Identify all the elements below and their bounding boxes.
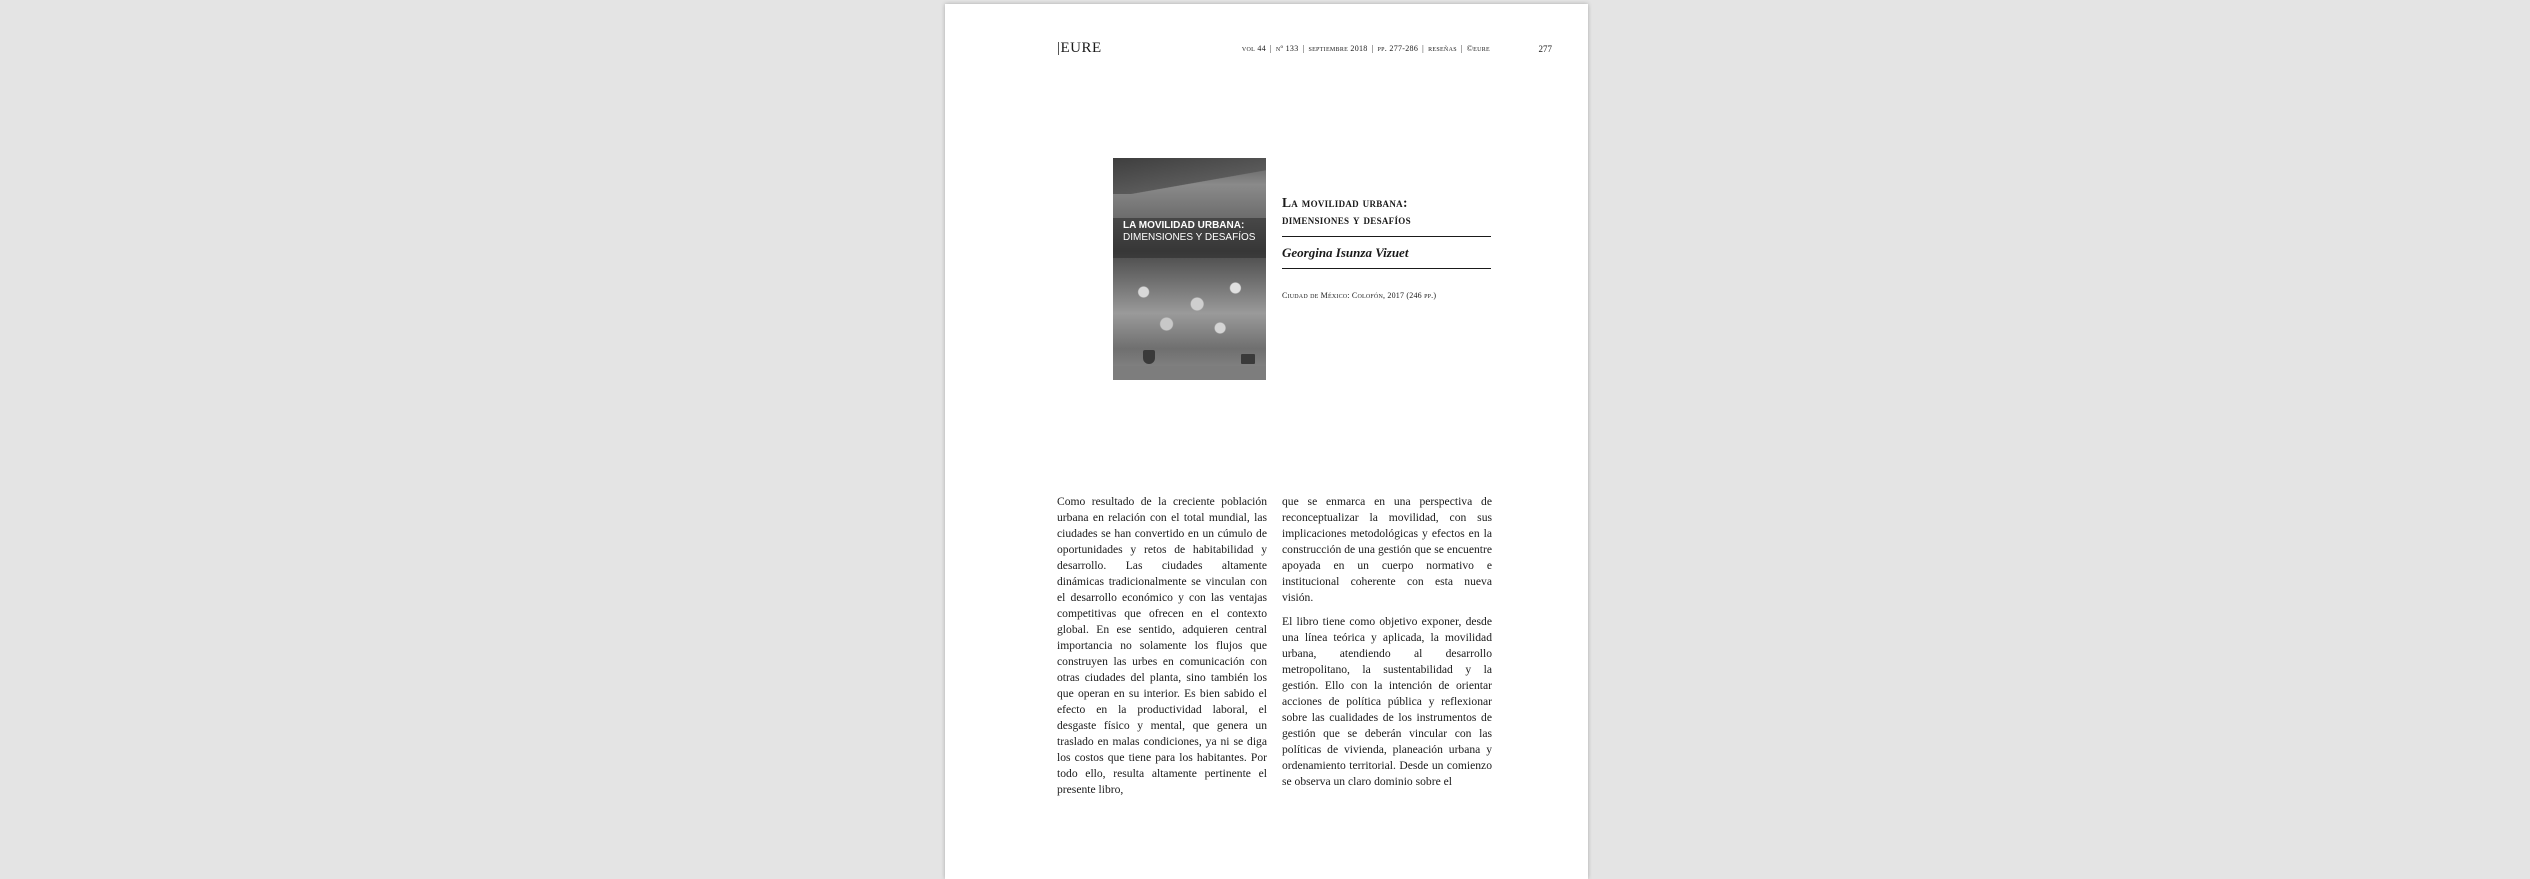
book-cover-image [1113, 158, 1266, 380]
book-title [1282, 194, 1491, 228]
journal-page [945, 4, 1588, 879]
issue-number: nº 133 [1275, 44, 1299, 53]
cover-bridge-shape [1113, 158, 1266, 194]
body-paragraph: que se enmarca en una perspectiva de reconceptualizar la movilidad, con sus implicaciones metodológicas y efectos en la construcción de una gestión que se encuentre apoyada en un cuerpo normativo e institucional coherente con esta nueva visión. [1282, 495, 1492, 604]
issue-metadata: vol 44 | nº 133 | septiembre 2018 | pp. 277-286 | reseñas | ©eure [1241, 44, 1490, 53]
running-head [1057, 38, 1552, 60]
page-range: pp. 277-286 [1377, 44, 1419, 53]
cover-traffic-photo [1113, 268, 1266, 348]
cover-bottom-bar [1113, 366, 1266, 380]
book-title-line-2: dimensiones y desafíos [1282, 212, 1411, 227]
cover-title: LA MOVILIDAD URBANA: [1123, 220, 1245, 231]
volume: vol 44 [1241, 44, 1266, 53]
body-paragraph: El libro tiene como objetivo exponer, desde una línea teórica y aplicada, la movilidad urbana, atendiendo al desarrollo metropolitano, la sustentabilidad y la gestión. Ello con la intención de orientar acciones de política pública y reflexionar sobre las cualidades de los instrumentos de gestión que se deberán vincular con las políticas de vivienda, planeación urbana y ordenamiento territorial. Desde un comienzo se observa un claro dominio sobre el [1282, 615, 1492, 788]
body-column-right [1282, 494, 1492, 790]
book-title-line-1: La movilidad urbana: [1282, 195, 1408, 210]
page-number: 277 [1538, 44, 1552, 54]
divider-bottom [1282, 268, 1491, 269]
book-info [1282, 194, 1491, 300]
cover-subtitle: DIMENSIONES Y DESAFÍOS [1123, 232, 1256, 243]
divider-top [1282, 236, 1491, 237]
body-paragraph: Como resultado de la creciente población urbana en relación con el total mundial, las ciudades se han convertido en un cúmulo de oportunidades y retos de habitabilidad y desarrollo. Las ciudades altamente dinámicas tradicionalmente se vinculan con el desarrollo económico y con las ventajas competitivas que ofrecen en el contexto global. En ese sentido, adquieren central importancia no solamente los flujos que construyen las urbes en comunicación con otras ciudades del planta, sino también los que operan en su interior. Es bien sabido el efecto en la productividad laboral, el desgaste físico y mental, que genera un traslado en malas condiciones, ya ni se diga los costos que tiene para los habitantes. Por todo ello, resulta altamente pertinente el presente libro, [1057, 495, 1267, 796]
section-name: reseñas [1428, 44, 1457, 53]
issue-date: septiembre 2018 [1308, 44, 1368, 53]
body-column-left [1057, 494, 1267, 798]
cover-publisher-logo-icon [1241, 354, 1255, 364]
book-author: Georgina Isunza Vizuet [1282, 245, 1409, 260]
journal-logo: |EURE [1057, 40, 1102, 56]
cover-emblem-icon [1143, 350, 1155, 364]
book-imprint: Ciudad de México: Colofón, 2017 (246 pp.) [1282, 291, 1437, 300]
copyright: ©eure [1466, 44, 1490, 53]
